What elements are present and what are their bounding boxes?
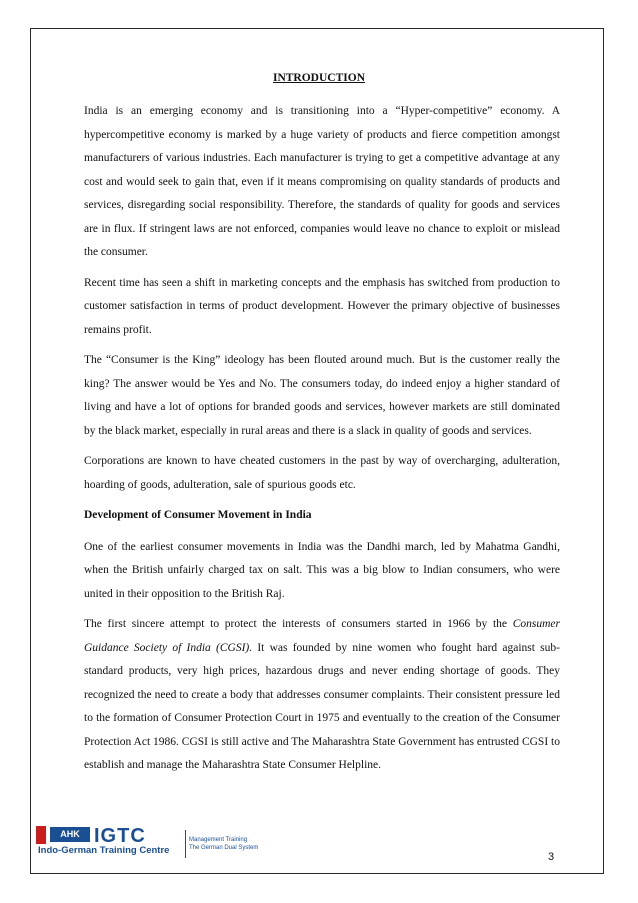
logo-divider [185,830,186,858]
tagline-line-1: Management Training [189,837,248,843]
section-heading: Development of Consumer Movement in India [84,509,312,521]
cgsi-emphasis: Consumer Guidance Society of India (CGSI). [84,618,560,654]
page-number: 3 [548,851,555,863]
tagline-line-2: The German Dual System [189,845,259,851]
ahk-logo-text: AHK [50,827,90,842]
logo-tagline [189,836,258,852]
paragraph-4: Corporations are known to have cheated customers in the past by way of overcharging, adulteration, hoarding of goods, adulteration, sale of spurious goods etc. [84,455,560,491]
section-paragraph-2 [84,613,560,778]
paragraph-text: The first sincere attempt to protect the interests of consumers started in 1966 by the [84,618,513,630]
paragraph-2: Recent time has seen a shift in marketing concepts and the emphasis has switched from production to customer satisfaction in terms of product development. However the primary objective of businesses remains profit. [84,276,560,336]
paragraph-1: India is an emerging economy and is transitioning into a “Hyper-competitive” economy. A hypercompetitive economy is marked by a huge variety of products and fierce competition amongst manufacturers of various industries. Each manufacturer is trying to get a competitive advantage at any cost and would seek to gain that, even if it means compromising on quality standards of products and services, disregarding social responsibility. Therefore, the standards of quality for goods and services are in flux. If stringent laws are not enforced, companies would leave no chance to exploit or mislead the consumer. [84,105,560,258]
logo-centre-name: Indo-German Training Centre [38,845,170,856]
paragraph-text: It was founded by nine women who fought hard against sub-standard products, very high prices, hazardous drugs and never ending shortage of goods. They recognized the need to create a body that addresses consumer complaints. Their consistent pressure led to the formation of Consumer Protection Court in 1975 and eventually to the creation of the Consumer Protection Act 1986. CGSI is still active and The Maharashtra State Government has entrusted CGSI to establish and manage the Maharashtra State Consumer Helpline. [84,641,560,771]
paragraph-3: The “Consumer is the King” ideology has been flouted around much. But is the customer really the king? The answer would be Yes and No. The consumers today, do indeed enjoy a higher standard of living and have a lot of options for branded goods and services, however markets are still dominated by the black market, especially in rural areas and there is a slack in quality of goods and services. [84,354,560,437]
section-paragraph-1: One of the earliest consumer movements in India was the Dandhi march, led by Mahatma Gandhi, when the British unfairly charged tax on salt. This was a big blow to Indian consumers, who were united in their opposition to the British Raj. [84,540,560,600]
page-title: INTRODUCTION [272,72,365,84]
logo-side-text: INDIA [45,829,50,841]
document-body [84,100,560,785]
igtc-logo-text: IGTC [94,825,146,847]
footer-logo [36,826,596,858]
